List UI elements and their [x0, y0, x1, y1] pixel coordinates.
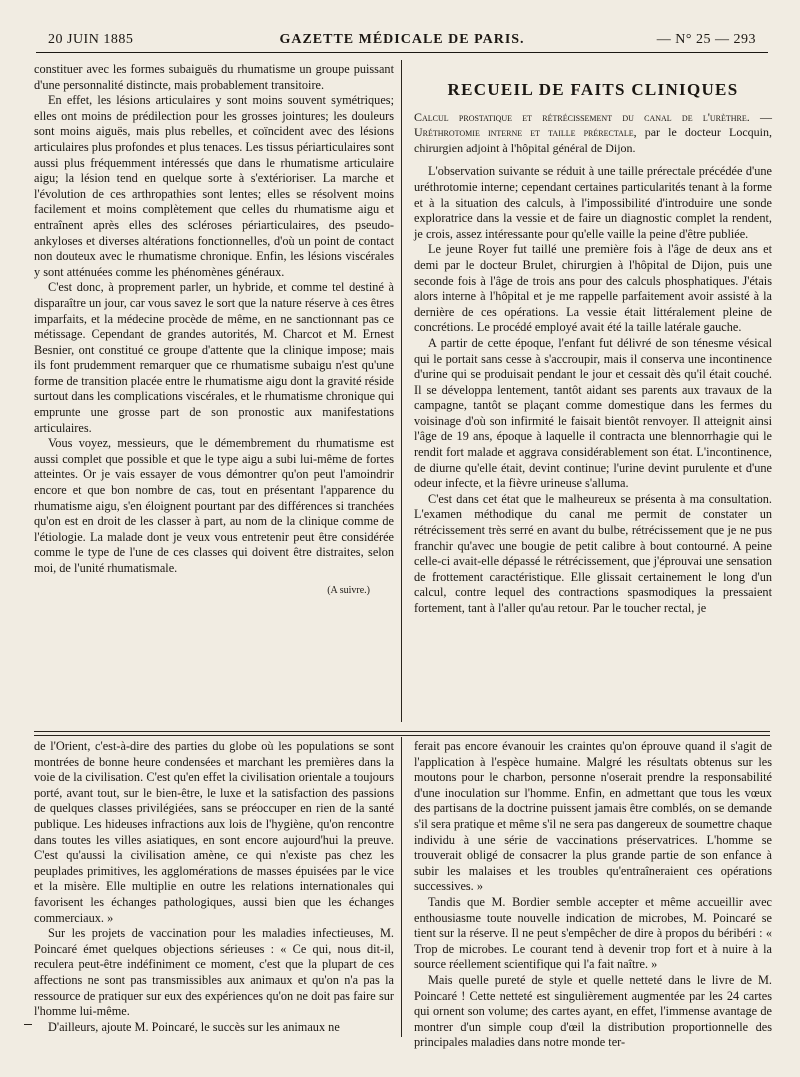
paragraph: Tandis que M. Bordier semble accepter et même accueillir avec enthousiasme toute nouvelle indication de microbes, M. Poincaré se tient sur la réserve. Il ne peut s'empêcher de dire à propos du béribéri : « Trop de microbes. Le courant tend à devenir trop fort et à nuire à la source réellement scientifique qui l'a fait naître. »: [414, 894, 772, 972]
header-rule: [36, 52, 768, 53]
section-rule: [34, 731, 770, 732]
journal-title: GAZETTE MÉDICALE DE PARIS.: [279, 32, 525, 47]
column-divider: [401, 60, 402, 722]
case-byline: par le docteur Locquin, chirurgien adjoint à l'hôpital général de Dijon.: [414, 125, 772, 155]
paragraph: Vous voyez, messieurs, que le démembrement du rhumatisme est aussi complet que possible et que le type aigu a subi lui-même de fortes atteintes. Or je vais essayer de vous démontrer qu'on peut l'amoindrir encore et que bon nombre de cas, tout en présentant l'apparence du rhumatisme aigu, s'en éloignent pourtant par des différences si tranchées qu'on est en droit de les classer à part, au nom de la clinique comme de l'étiologie. La malade dont je veux vous entretenir peut être considérée comme le type de l'une de ces classes qui doivent être distraites, selon moi, de l'unité rhumatismale.: [34, 436, 394, 575]
case-heading: [414, 110, 772, 157]
bottom-right-column: [414, 739, 772, 1051]
case-title: Calcul prostatique et rétrécissement du canal de l'urèthre. — Uréthrotomie interne et taille prérectale,: [414, 109, 772, 140]
top-left-column: [34, 62, 394, 598]
section-title: RECUEIL DE FAITS CLINIQUES: [447, 80, 739, 99]
paragraph: C'est donc, à proprement parler, un hybride, et comme tel destiné à disparaître un jour, car vous savez le sort que la nature réserve à ces êtres imparfaits, et la médecine procède de même, en ne sanctionnant pas ce métissage. Cependant de grandes autorités, M. Charcot et M. Ernest Besnier, ont constitué ce groupe d'attente que la clinique impose; mais ils font prudemment remarquer que ce rhumatisme subaigu n'est qu'une forme de transition placée entre le rhumatisme aigu dont la gravité réside surtout dans les complications viscérales, et le rhumatisme chronique qui emprunte une grosse part de son pronostic aux manifestations articulaires.: [34, 280, 394, 435]
paragraph: Sur les projets de vaccination pour les maladies infectieuses, M. Poincaré émet quelques objections sérieuses : « Ce qui, nous dit-il, reculera peut-être indéfiniment ce moment, c'est que la plupart de ces affections ne sont pas transmissibles aux animaux et qu'on n'a pas la ressource de pratiquer sur eux des expériences qu'on ne doit pas faire sur l'homme lui-même.: [34, 926, 394, 1019]
paragraph: Mais quelle pureté de style et quelle netteté dans le livre de M. Poincaré ! Cette netteté est singulièrement augmentée par les 24 cartes qui ornent son volume; des cartes ayant, en effet, l'immense avantage de montrer d'un simple coup d'œil la distribution proportionnelle des principales maladies dans notre monde ter-: [414, 972, 772, 1050]
paragraph: de l'Orient, c'est-à-dire des parties du globe où les populations se sont montrées de bonne heure condensées et marchant les premières dans la voie de la civilisation. C'est qu'en effet la civilisation orientale a toujours porté, avant tout, sur le bien-être, le luxe et la satisfaction des passions de quelques classes privilégiées, sans se préoccuper en rien de la santé publique. Les hideuses infractions aux lois de l'hygiène, qu'on rencontre dans toutes les villes asiatiques, en sont encore aujourd'hui la preuve. C'est qu'aussi la civilisation amène, ce qui n'existe pas chez les peuplades primitives, les agglomérations de masses épuisées par le vice et la misère. Elle multiplie en outre les relations internationales qui favorisent les échanges pathologiques, aussi bien que les échanges commerciaux. »: [34, 739, 394, 925]
paragraph: D'ailleurs, ajoute M. Poincaré, le succès sur les animaux ne: [48, 1019, 340, 1034]
margin-dash: [24, 1024, 32, 1025]
bottom-left-column: [34, 739, 394, 1035]
paragraph: constituer avec les formes subaiguës du rhumatisme un groupe puissant d'une personnalité distincte, mais probablement transitoire.: [34, 62, 394, 92]
section-rule-thin: [34, 735, 770, 736]
running-header: [48, 30, 756, 50]
to-be-continued-note: (A suivre.): [327, 584, 370, 596]
paragraph: C'est dans cet état que le malheureux se présenta à ma consultation. L'examen méthodique du canal me permit de constater un rétrécissement très serré en avant du bulbe, rétrécissement que je ne pus franchir qu'avec une bougie de petit calibre à bout contourné. A peine celle-ci avait-elle dépassé le rétrécissement, que j'éprouvai une sensation de frottement caractéristique. Elle glissait certainement le long d'un calcul, contre lequel des contractions spasmodiques la pressaient fortement, tant à l'aller qu'au retour. Par le toucher rectal, je: [414, 491, 772, 615]
column-divider: [401, 737, 402, 1037]
page-number: — N° 25 — 293: [656, 32, 756, 47]
paragraph: A partir de cette époque, l'enfant fut délivré de son ténesme vésical qui le portait sans cesse à s'accroupir, mais il conserva une incontinence d'urine qui se produisait pendant le jour et cessait dès qu'il était couché. Il se développa lentement, tantôt aidant ses parents aux travaux de la campagne, tantôt se plaçant comme domestique dans les fermes du voisinage d'où son infirmité le faisait bientôt renvoyer. Il atteignit ainsi l'âge de 19 ans, époque à laquelle il contracta une blennorrhagie qui le rendit fort malade et aggrava considérablement son état. L'incontinence, de diurne qu'elle était, devint continue; l'urine devint purulente et d'une odeur infecte, et la fièvre urineuse s'alluma.: [414, 335, 772, 491]
paragraph: L'observation suivante se réduit à une taille prérectale précédée d'une uréthrotomie interne; cependant certaines particularités tenant à la forme et à la situation des calculs, à l'impossibilité d'introduire une sonde exploratrice dans la vessie et de faire un diagnostic complet la rendent, je crois, assez intéressante pour qu'elle vaille la peine d'être publiée.: [414, 164, 772, 241]
top-right-column: [414, 78, 772, 617]
paragraph: ferait pas encore évanouir les craintes qu'on éprouve quand il s'agit de l'application à l'espèce humaine. Malgré les résultats obtenus sur les moutons pour le charbon, personne n'oserait prendre la responsabilité d'une inoculation sur l'homme. Enfin, en admettant que tous les vœux des partisans de la doctrine puissent jamais être comblés, on se demande s'il sera pratique et même s'il ne sera pas dangereux de soumettre chaque individu à une série de vaccinations préservatrices. L'homme se trouverait obligé de consacrer la plus grande partie de son enfance à subir les malaises et les troubles qu'entraîneraient ces opérations successives. »: [414, 739, 772, 894]
paragraph: En effet, les lésions articulaires y sont moins souvent symétriques; elles ont moins de prédilection pour les grosses jointures; les douleurs sont moins aiguës, mais plus rebelles, et coïncident avec des lésions articulaires plus profondes et plus tenaces. Les tissus périarticulaires sont aussi plus fréquemment intéressés que dans le rhumatisme articulaire aigu; la lésion tend en quelque sorte à s'extérioriser. La marche et l'évolution de ces arthropathies sont lentes; elles se résolvent moins facilement et moins complètement que celles du rhumatisme aigu et entraînent après elles des scléroses périarticulaires, des pseudo-ankyloses et diverses altérations fonctionnelles, d'où un point de contact non douteux avec le rhumatisme chronique. Enfin, les lésions viscérales y sont atténuées comme les phénomènes généraux.: [34, 93, 394, 279]
issue-date: 20 JUIN 1885: [48, 32, 134, 47]
paragraph: Le jeune Royer fut taillé une première fois à l'âge de deux ans et demi par le docteur Brulet, chirurgien à l'hôpital de Dijon, puis une seconde fois à l'âge de trois ans pour des calculs phosphatiques. J'étais alors interne à l'hôpital et je me rappelle parfaitement avoir assisté à la dernière de ces opérations. La vessie était littéralement pleine de concrétions. Le procédé employé avait été la taille latérale gauche.: [414, 242, 772, 335]
